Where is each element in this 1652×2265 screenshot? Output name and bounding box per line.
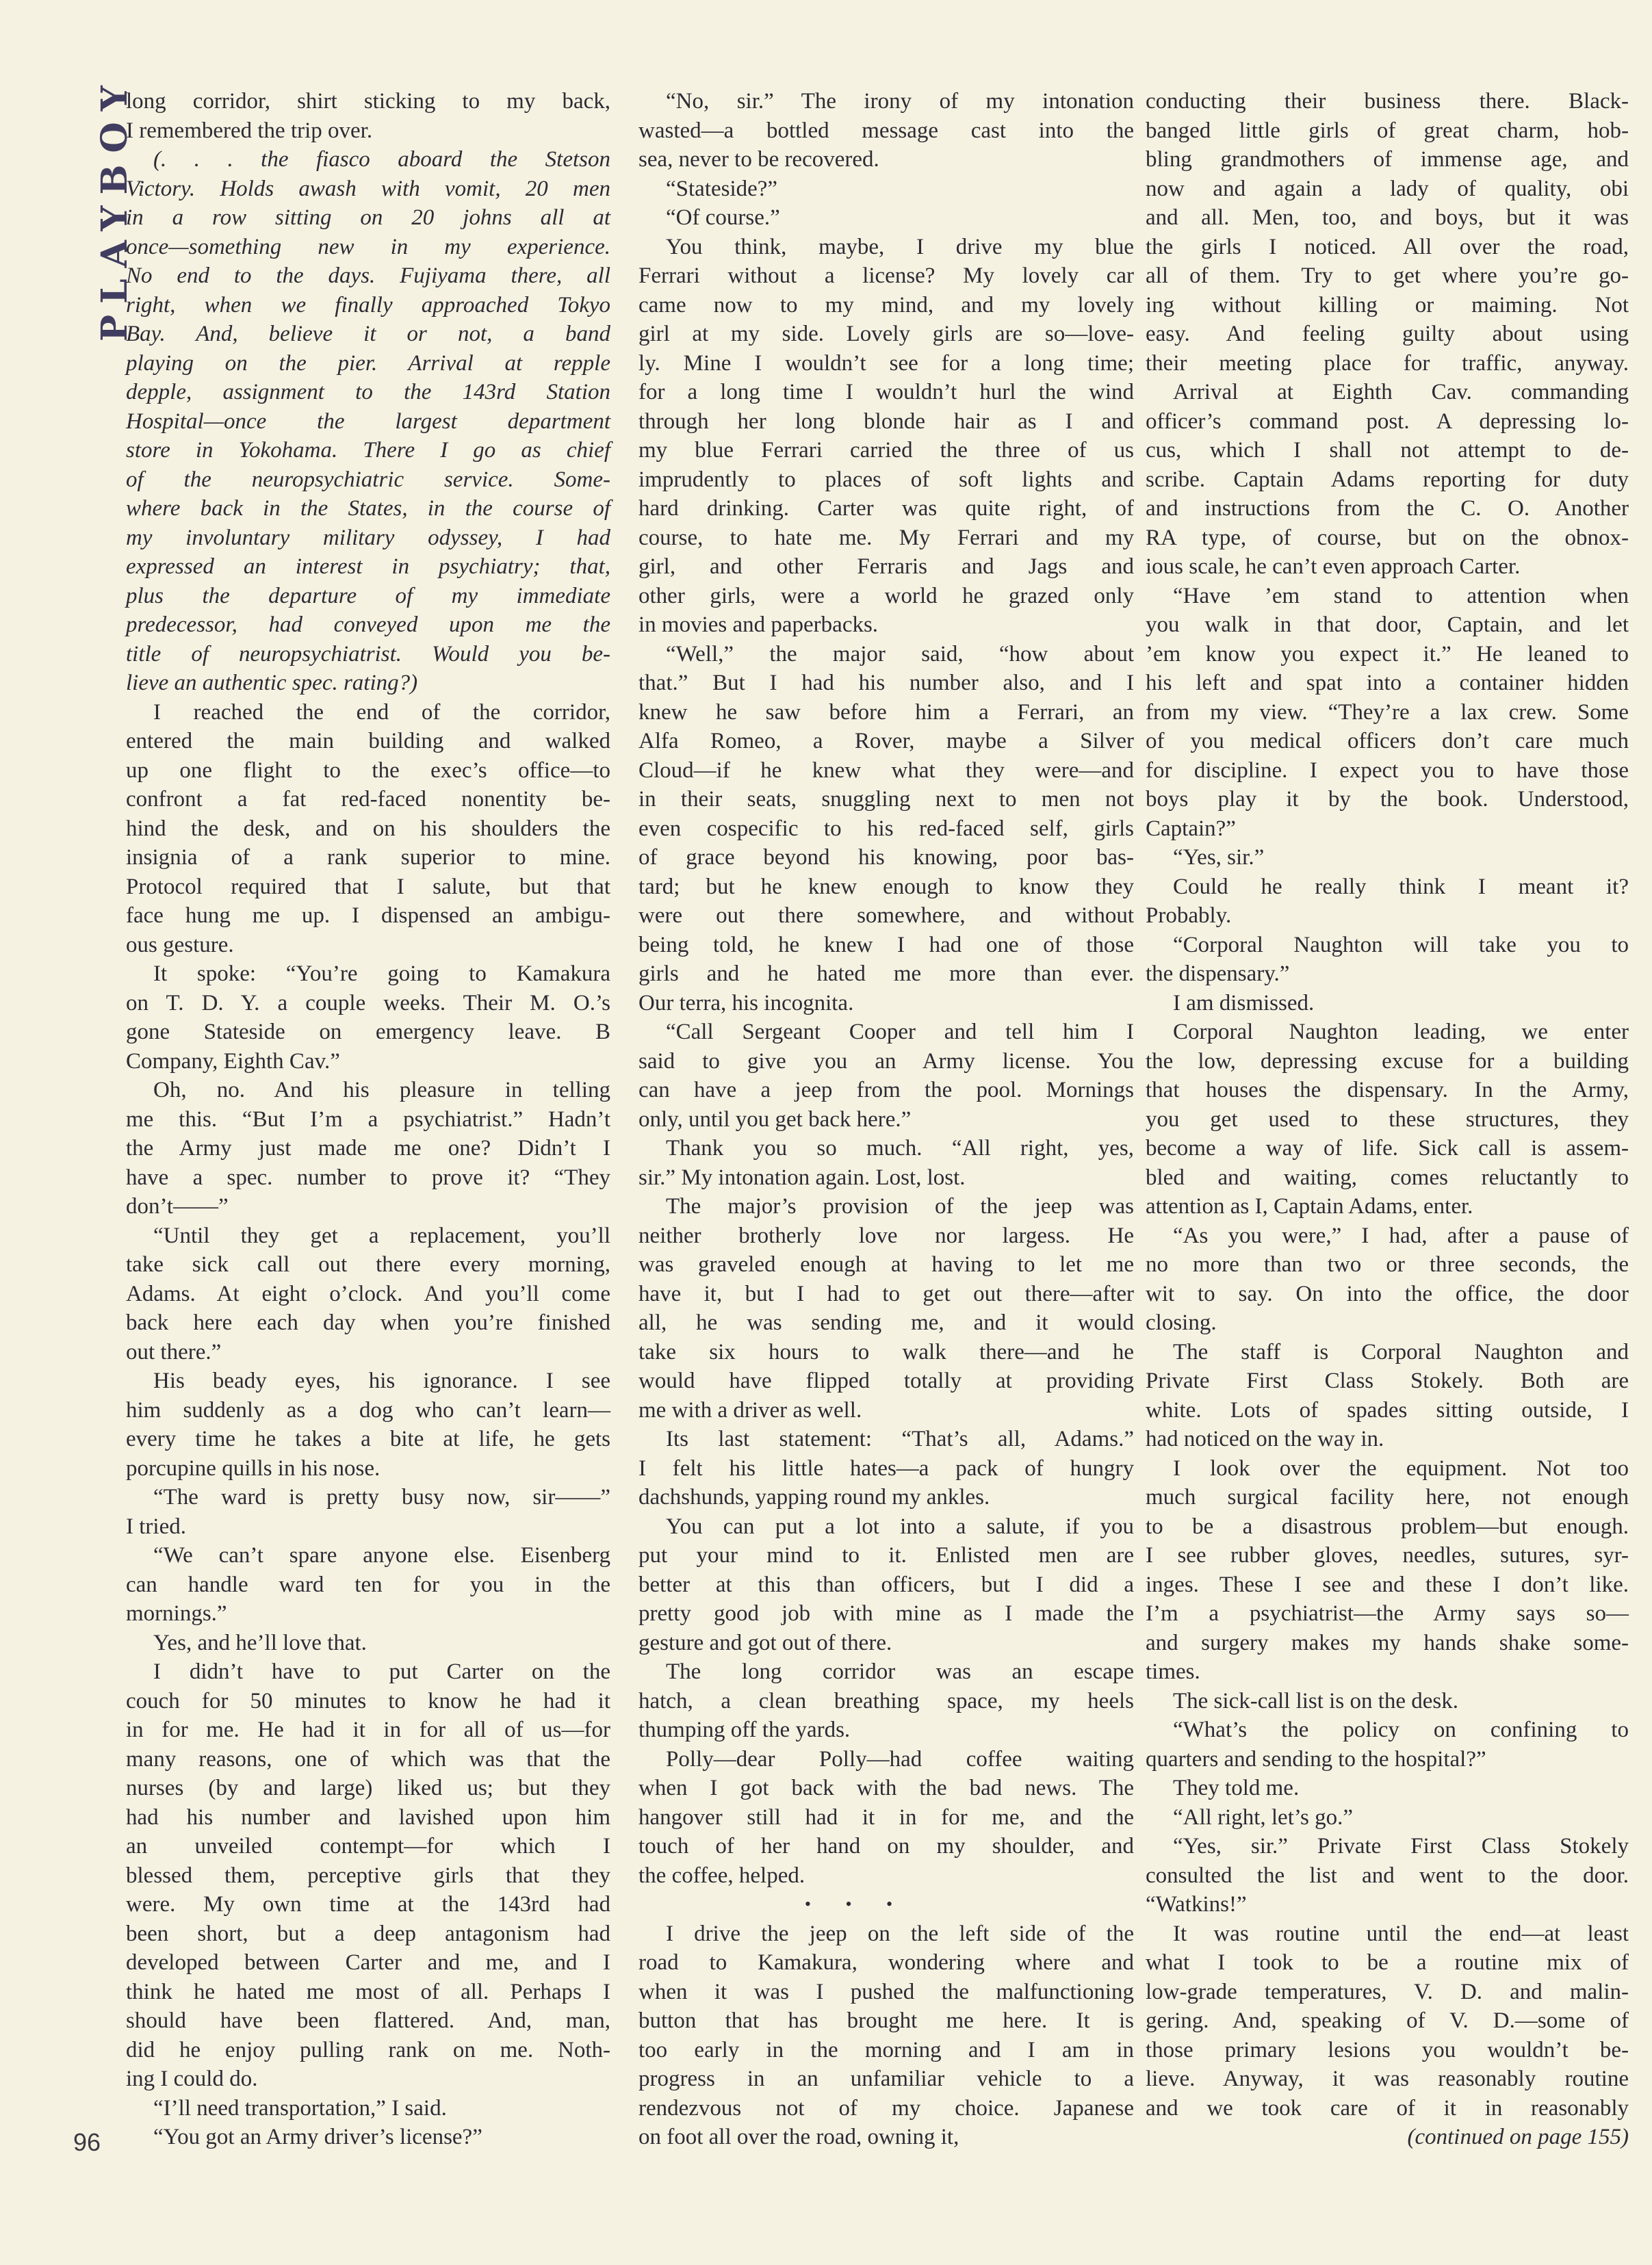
text-line: had his number and lavished upon him — [126, 1804, 610, 1830]
text-line: many reasons, one of which was that the — [126, 1746, 610, 1772]
text-line: progress in an unfamiliar vehicle to a — [638, 2067, 1134, 2091]
text-line: were. My own time at the 143rd had — [126, 1892, 610, 1917]
paragraph — [1146, 872, 1629, 931]
text-line: The major’s provision of the jeep was — [666, 1194, 1134, 1219]
text-line: The long corridor was an escape — [666, 1659, 1134, 1684]
text-line: “We can’t spare anyone else. Eisenberg — [153, 1543, 610, 1568]
text-line: now and again a lady of quality, obi — [1146, 176, 1629, 201]
text-line: the low, depressing excuse for a building — [1146, 1048, 1629, 1074]
text-line: Protocol required that I salute, but that — [126, 874, 610, 899]
page-number: 96 — [73, 2128, 101, 2156]
text-line: girl at my side. Lovely girls are so—love- — [638, 322, 1134, 346]
text-line: on foot all over the road, owning it, — [638, 2125, 959, 2149]
text-line: pretty good job with mine as I made the — [638, 1601, 1134, 1626]
text-line: thumping off the yards. — [638, 1718, 851, 1742]
text-line: quarters and sending to the hospital?” — [1146, 1746, 1486, 1772]
text-line: Company, Eighth Cav.” — [126, 1048, 340, 1074]
text-line: banged little girls of great charm, hob- — [1146, 118, 1629, 143]
text-line: have it, but I had to get out there—after — [638, 1281, 1134, 1306]
text-line: in for me. He had it in for all of us—for — [126, 1718, 610, 1742]
text-line: easy. And feeling guilty about using — [1146, 322, 1629, 346]
text-line: up one flight to the exec’s office—to — [126, 758, 610, 783]
text-line: Oh, no. And his pleasure in telling — [153, 1078, 610, 1102]
text-line: back here each day when you’re finished — [126, 1310, 610, 1335]
text-line: The sick-call list is on the desk. — [1173, 1688, 1458, 1713]
text-line: those primary lesions you wouldn’t be- — [1146, 2037, 1629, 2062]
text-line: “Well,” the major said, “how about — [666, 641, 1134, 666]
text-line: become a way of life. Sick call is assem- — [1146, 1136, 1629, 1161]
text-line: were out there somewhere, and without — [638, 903, 1134, 928]
paragraph — [1146, 1018, 1629, 1221]
text-line: Hospital—once the largest department — [126, 409, 610, 434]
paragraph — [1146, 1919, 1629, 2123]
paragraph — [126, 2094, 610, 2123]
text-line: Its last statement: “That’s all, Adams.” — [666, 1427, 1134, 1451]
paragraph — [126, 698, 610, 960]
text-line: take sick call out there every morning, — [126, 1252, 610, 1277]
paragraph — [1146, 1221, 1629, 1338]
text-line: and we took care of it in reasonably — [1146, 2095, 1629, 2121]
text-line: It was routine until the end—at least — [1173, 1921, 1629, 1946]
text-line: “I’ll need transportation,” I said. — [153, 2095, 447, 2121]
text-line: ing I could do. — [126, 2067, 258, 2091]
text-line: to be a disastrous problem—but enough. — [1146, 1514, 1629, 1539]
text-line: I look over the equipment. Not too — [1173, 1455, 1629, 1481]
text-line: knew he saw before him a Ferrari, an — [638, 699, 1134, 725]
text-line: Private First Class Stokely. Both are — [1146, 1369, 1629, 1393]
text-line: “The ward is pretty busy now, sir——” — [153, 1485, 610, 1510]
paragraph — [638, 1134, 1134, 1192]
text-line: and all. Men, too, and boys, but it was — [1146, 205, 1629, 230]
text-line: “What’s the policy on confining to — [1173, 1718, 1629, 1742]
text-line: and instructions from the C. O. Another — [1146, 496, 1629, 521]
text-line: Probably. — [1146, 903, 1232, 928]
text-line: Our terra, his incognita. — [638, 990, 854, 1015]
text-line: me with a driver as well. — [638, 1397, 862, 1423]
paragraph — [1146, 1716, 1629, 1774]
text-line: “Watkins!” — [1146, 1892, 1247, 1917]
text-line: long corridor, shirt sticking to my back, — [126, 89, 610, 114]
text-line: did he enjoy pulling rank on me. Noth- — [126, 2037, 610, 2062]
text-line: I see rubber gloves, needles, sutures, syr- — [1146, 1543, 1629, 1568]
text-line: predecessor, had conveyed upon me the — [126, 612, 610, 637]
text-line: “As you were,” I had, after a pause of — [1173, 1223, 1629, 1248]
text-line: touch of her hand on my shoulder, and — [638, 1834, 1134, 1859]
paragraph — [1146, 1774, 1629, 1803]
text-line: “Corporal Naughton will take you to — [1173, 932, 1629, 957]
text-line: boys play it by the book. Understood, — [1146, 787, 1629, 812]
text-line: should have been flattered. And, man, — [126, 2008, 610, 2033]
text-line: It spoke: “You’re going to Kamakura — [153, 961, 610, 986]
paragraph — [126, 1221, 610, 1367]
text-line: Adams. At eight o’clock. And you’ll come — [126, 1281, 610, 1306]
text-line: being told, he knew I had one of those — [638, 932, 1134, 957]
text-line: better at this than officers, but I did a — [638, 1572, 1134, 1597]
text-line: I remembered the trip over. — [126, 118, 373, 143]
paragraph — [126, 1657, 610, 2094]
text-line: said to give you an Army license. You — [638, 1048, 1134, 1074]
text-line: inges. These I see and these I don’t like. — [1146, 1572, 1629, 1597]
paragraph — [1146, 1687, 1629, 1716]
paragraph — [1146, 378, 1629, 582]
text-line: road to Kamakura, wondering where and — [638, 1950, 1134, 1975]
text-line: hangover still had it in for me, and the — [638, 1804, 1134, 1830]
text-line: and surgery makes my hands shake some- — [1146, 1630, 1629, 1655]
text-line: I’m a psychiatrist—the Army says so— — [1146, 1601, 1629, 1626]
text-line: an unveiled contempt—for which I — [126, 1834, 610, 1859]
paragraph — [1146, 582, 1629, 844]
text-line: attention as I, Captain Adams, enter. — [1146, 1194, 1473, 1219]
paragraph — [126, 87, 610, 145]
text-line: I reached the end of the corridor, — [153, 699, 610, 725]
text-line: on T. D. Y. a couple weeks. Their M. O.’s — [126, 990, 610, 1015]
text-line: ous gesture. — [126, 932, 234, 957]
text-line: They told me. — [1173, 1776, 1300, 1800]
text-line: (continued on page 155) — [1407, 2125, 1629, 2149]
text-line: depple, assignment to the 143rd Station — [126, 380, 610, 404]
text-line: developed between Carter and me, and I — [126, 1950, 610, 1975]
text-line: sea, never to be recovered. — [638, 147, 879, 172]
text-line: you walk in that door, Captain, and let — [1146, 612, 1629, 637]
text-line: the dispensary.” — [1146, 961, 1290, 986]
text-line: his left and spat into a container hidden — [1146, 671, 1629, 695]
text-line: had noticed on the way in. — [1146, 1427, 1384, 1451]
text-line: can handle ward ten for you in the — [126, 1572, 610, 1597]
text-line: much surgical facility here, not enough — [1146, 1485, 1629, 1510]
text-line: gone Stateside on emergency leave. B — [126, 1020, 610, 1044]
text-line: expressed an interest in psychiatry; that, — [126, 554, 610, 579]
paragraph — [638, 174, 1134, 204]
text-line: bled and waiting, comes reluctantly to — [1146, 1165, 1629, 1190]
text-line: confront a fat red-faced nonentity be- — [126, 787, 610, 812]
paragraph — [1146, 1832, 1629, 1919]
text-line: girl, and other Ferraris and Jags and — [638, 554, 1134, 579]
text-line: Ferrari without a license? My lovely car — [638, 263, 1134, 288]
text-line: You think, maybe, I drive my blue — [666, 234, 1134, 259]
text-line: the girls I noticed. All over the road, — [1146, 234, 1629, 259]
text-line: scribe. Captain Adams reporting for duty — [1146, 467, 1629, 492]
text-line: Yes, and he’ll love that. — [153, 1630, 367, 1655]
text-line: in a row sitting on 20 johns all at — [126, 205, 610, 230]
paragraph — [638, 1425, 1134, 1512]
text-line: “Yes, sir.” — [1173, 845, 1265, 870]
paragraph — [638, 1512, 1134, 1658]
paragraph — [1146, 843, 1629, 872]
paragraph — [126, 2123, 610, 2152]
text-line: “Call Sergeant Cooper and tell him I — [666, 1020, 1134, 1044]
text-line: wit to say. On into the office, the door — [1146, 1281, 1629, 1306]
text-line: where back in the States, in the course of — [126, 496, 610, 521]
text-line: “Until they get a replacement, you’ll — [153, 1223, 610, 1248]
paragraph — [638, 1657, 1134, 1745]
text-column-2 — [638, 87, 1134, 2152]
text-line: cus, which I shall not attempt to de- — [1146, 438, 1629, 463]
paragraph — [638, 1018, 1134, 1134]
text-line: consulted the list and went to the door. — [1146, 1863, 1629, 1888]
text-line: hard drinking. Carter was quite right, of — [638, 496, 1134, 521]
text-line: for discipline. I expect you to have those — [1146, 758, 1629, 783]
text-line: can have a jeep from the pool. Mornings — [638, 1078, 1134, 1102]
text-line: Corporal Naughton leading, we enter — [1173, 1020, 1629, 1044]
text-line: store in Yokohama. There I go as chief — [126, 438, 610, 463]
text-line: put your mind to it. Enlisted men are — [638, 1543, 1134, 1568]
text-line: what I took to be a routine mix of — [1146, 1950, 1629, 1975]
text-line: closing. — [1146, 1310, 1217, 1335]
text-line: tard; but he knew enough to know they — [638, 874, 1134, 899]
text-line: blessed them, perceptive girls that they — [126, 1863, 610, 1888]
text-line: sir.” My intonation again. Lost, lost. — [638, 1165, 966, 1190]
text-line: white. Lots of spades sitting outside, I — [1146, 1397, 1629, 1423]
text-column-3 — [1146, 87, 1629, 2152]
text-line: don’t——” — [126, 1194, 229, 1219]
text-line: Could he really think I meant it? — [1173, 874, 1629, 899]
text-line: RA type, of course, but on the obnox- — [1146, 525, 1629, 550]
text-line: ious scale, he can’t even approach Carter. — [1146, 554, 1521, 579]
text-line: rendezvous not of my choice. Japanese — [638, 2095, 1134, 2121]
text-line: plus the departure of my immediate — [126, 583, 610, 608]
text-line: ly. Mine I wouldn’t see for a long time; — [638, 350, 1134, 376]
text-line: me this. “But I’m a psychiatrist.” Hadn’t — [126, 1106, 610, 1132]
text-line: button that has brought me here. It is — [638, 2008, 1134, 2033]
text-line: all, he was sending me, and it would — [638, 1310, 1134, 1335]
text-line: even cospecific to his red-faced self, girls — [638, 816, 1134, 841]
section-separator-dots: • • • — [804, 1894, 893, 1914]
text-line: when it was I pushed the malfunctioning — [638, 1979, 1134, 2004]
text-line: wasted—a bottled message cast into the — [638, 118, 1134, 143]
text-line: “Yes, sir.” Private First Class Stokely — [1173, 1834, 1629, 1859]
paragraph — [126, 1541, 610, 1629]
text-line: Captain?” — [1146, 816, 1236, 841]
paragraph — [1146, 2123, 1629, 2152]
text-line: (. . . the fiasco aboard the Stetson — [153, 147, 610, 172]
text-line: “Of course.” — [666, 205, 780, 230]
text-line: No end to the days. Fujiyama there, all — [126, 263, 610, 288]
text-line: that.” But I had his number also, and I — [638, 671, 1134, 695]
text-line: from my view. “They’re a lax crew. Some — [1146, 699, 1629, 725]
text-line: of the neuropsychiatric service. Some- — [126, 467, 610, 492]
text-line: him suddenly as a dog who can’t learn— — [126, 1397, 610, 1423]
text-line: my involuntary military odyssey, I had — [126, 525, 610, 550]
paragraph — [638, 1919, 1134, 2152]
text-line: You can put a lot into a salute, if you — [666, 1514, 1134, 1539]
text-line: ’em know you expect it.” He leaned to — [1146, 641, 1629, 666]
text-line: “All right, let’s go.” — [1173, 1804, 1354, 1830]
text-line: “You got an Army driver’s license?” — [153, 2125, 482, 2149]
text-line: course, to hate me. My Ferrari and my — [638, 525, 1134, 550]
text-line: times. — [1146, 1659, 1200, 1684]
text-line: I didn’t have to put Carter on the — [153, 1659, 610, 1684]
text-line: their meeting place for traffic, anyway. — [1146, 350, 1629, 376]
paragraph — [126, 1629, 610, 1658]
text-line: Polly—dear Polly—had coffee waiting — [666, 1746, 1134, 1772]
text-line: ing without killing or maiming. Not — [1146, 292, 1629, 318]
text-line: take six hours to walk there—and he — [638, 1339, 1134, 1364]
text-line: of grace beyond his knowing, poor bas- — [638, 845, 1134, 870]
text-line: out there.” — [126, 1339, 222, 1364]
text-line: came now to my mind, and my lovely — [638, 292, 1134, 318]
text-line: “Have ’em stand to attention when — [1173, 583, 1629, 608]
text-line: bling grandmothers of immense age, and — [1146, 147, 1629, 172]
text-line: “No, sir.” The irony of my intonation — [666, 89, 1134, 114]
paragraph — [126, 1483, 610, 1541]
text-line: I drive the jeep on the left side of the — [666, 1921, 1134, 1946]
text-line: porcupine quills in his nose. — [126, 1455, 380, 1481]
text-line: hatch, a clean breathing space, my heels — [638, 1688, 1134, 1713]
paragraph — [126, 145, 610, 698]
paragraph — [126, 1076, 610, 1221]
text-line: for a long time I wouldn’t hurl the wind — [638, 380, 1134, 404]
text-line: the coffee, helped. — [638, 1863, 805, 1888]
text-line: only, until you get back here.” — [638, 1106, 912, 1132]
text-line: the Army just made me one? Didn’t I — [126, 1136, 610, 1161]
text-line: playing on the pier. Arrival at repple — [126, 350, 610, 376]
text-line: once—something new in my experience. — [126, 234, 610, 259]
text-line: hind the desk, and on his shoulders the — [126, 816, 610, 841]
text-line: gering. And, speaking of V. D.—some of — [1146, 2008, 1629, 2033]
paragraph — [1146, 87, 1629, 378]
text-line: been short, but a deep antagonism had — [126, 1921, 610, 1946]
text-line: dachshunds, yapping round my ankles. — [638, 1485, 990, 1510]
magazine-brand-vertical: PLAYBOY — [94, 75, 135, 341]
text-line: other girls, were a world he grazed only — [638, 583, 1134, 608]
text-line: imprudently to places of soft lights and — [638, 467, 1134, 492]
paragraph — [1146, 989, 1629, 1018]
paragraph — [1146, 1454, 1629, 1687]
text-line: when I got back with the bad news. The — [638, 1776, 1134, 1800]
text-line: officer’s command post. A depressing lo- — [1146, 409, 1629, 434]
text-line: was graveled enough at having to let me — [638, 1252, 1134, 1277]
text-line: insignia of a rank superior to mine. — [126, 845, 610, 870]
text-line: think he hated me most of all. Perhaps I — [126, 1979, 610, 2004]
text-line: “Stateside?” — [666, 176, 778, 201]
paragraph — [638, 87, 1134, 174]
text-line: that houses the dispensary. In the Army, — [1146, 1078, 1629, 1102]
text-line: no more than two or three seconds, the — [1146, 1252, 1629, 1277]
paragraph — [126, 959, 610, 1076]
text-line: nurses (by and large) liked us; but they — [126, 1776, 610, 1800]
text-line: right, when we finally approached Tokyo — [126, 292, 610, 318]
text-line: in their seats, snuggling next to men not — [638, 787, 1134, 812]
text-line: His beady eyes, his ignorance. I see — [153, 1369, 610, 1393]
text-line: through her long blonde hair as I and — [638, 409, 1134, 434]
text-line: couch for 50 minutes to know he had it — [126, 1688, 610, 1713]
paragraph — [1146, 1803, 1629, 1833]
text-line: The staff is Corporal Naughton and — [1173, 1339, 1629, 1364]
text-line: lieve. Anyway, it was reasonably routine — [1146, 2067, 1629, 2091]
text-line: in movies and paperbacks. — [638, 612, 879, 637]
paragraph — [638, 1192, 1134, 1425]
text-line: too early in the morning and I am in — [638, 2037, 1134, 2062]
paragraph — [1146, 931, 1629, 989]
text-line: I felt his little hates—a pack of hungry — [638, 1455, 1134, 1481]
text-line: entered the main building and walked — [126, 729, 610, 753]
text-line: would have flipped totally at providing — [638, 1369, 1134, 1393]
text-line: girls and he hated me more than ever. — [638, 961, 1134, 986]
text-line: face hung me up. I dispensed an ambigu- — [126, 903, 610, 928]
text-line: low-grade temperatures, V. D. and malin- — [1146, 1979, 1629, 2004]
text-line: I tried. — [126, 1514, 186, 1539]
text-line: gesture and got out of there. — [638, 1630, 892, 1655]
paragraph — [1146, 1338, 1629, 1454]
text-line: have a spec. number to prove it? “They — [126, 1165, 610, 1190]
text-line: you get used to these structures, they — [1146, 1106, 1629, 1132]
text-line: I am dismissed. — [1173, 990, 1315, 1015]
paragraph — [126, 1367, 610, 1483]
text-line: mornings.” — [126, 1601, 227, 1626]
paragraph — [638, 203, 1134, 233]
text-line: of you medical officers don’t care much — [1146, 729, 1629, 753]
text-line: lieve an authentic spec. rating?) — [126, 671, 418, 695]
text-line: every time he takes a bite at life, he gets — [126, 1427, 610, 1451]
paragraph — [638, 233, 1134, 640]
text-line: my blue Ferrari carried the three of us — [638, 438, 1134, 463]
text-line: all of them. Try to get where you’re go- — [1146, 263, 1629, 288]
text-line: conducting their business there. Black- — [1146, 89, 1629, 114]
text-line: Alfa Romeo, a Rover, maybe a Silver — [638, 729, 1134, 753]
text-line: Bay. And, believe it or not, a band — [126, 322, 610, 346]
text-line: Thank you so much. “All right, yes, — [666, 1136, 1134, 1161]
text-column-1 — [126, 87, 610, 2152]
text-line: Cloud—if he knew what they were—and — [638, 758, 1134, 783]
text-line: Arrival at Eighth Cav. commanding — [1173, 380, 1629, 404]
text-line: title of neuropsychiatrist. Would you be- — [126, 641, 610, 666]
text-line: Victory. Holds awash with vomit, 20 men — [126, 176, 610, 201]
text-line: neither brotherly love nor largess. He — [638, 1223, 1134, 1248]
paragraph — [638, 640, 1134, 1018]
paragraph — [638, 1745, 1134, 1891]
